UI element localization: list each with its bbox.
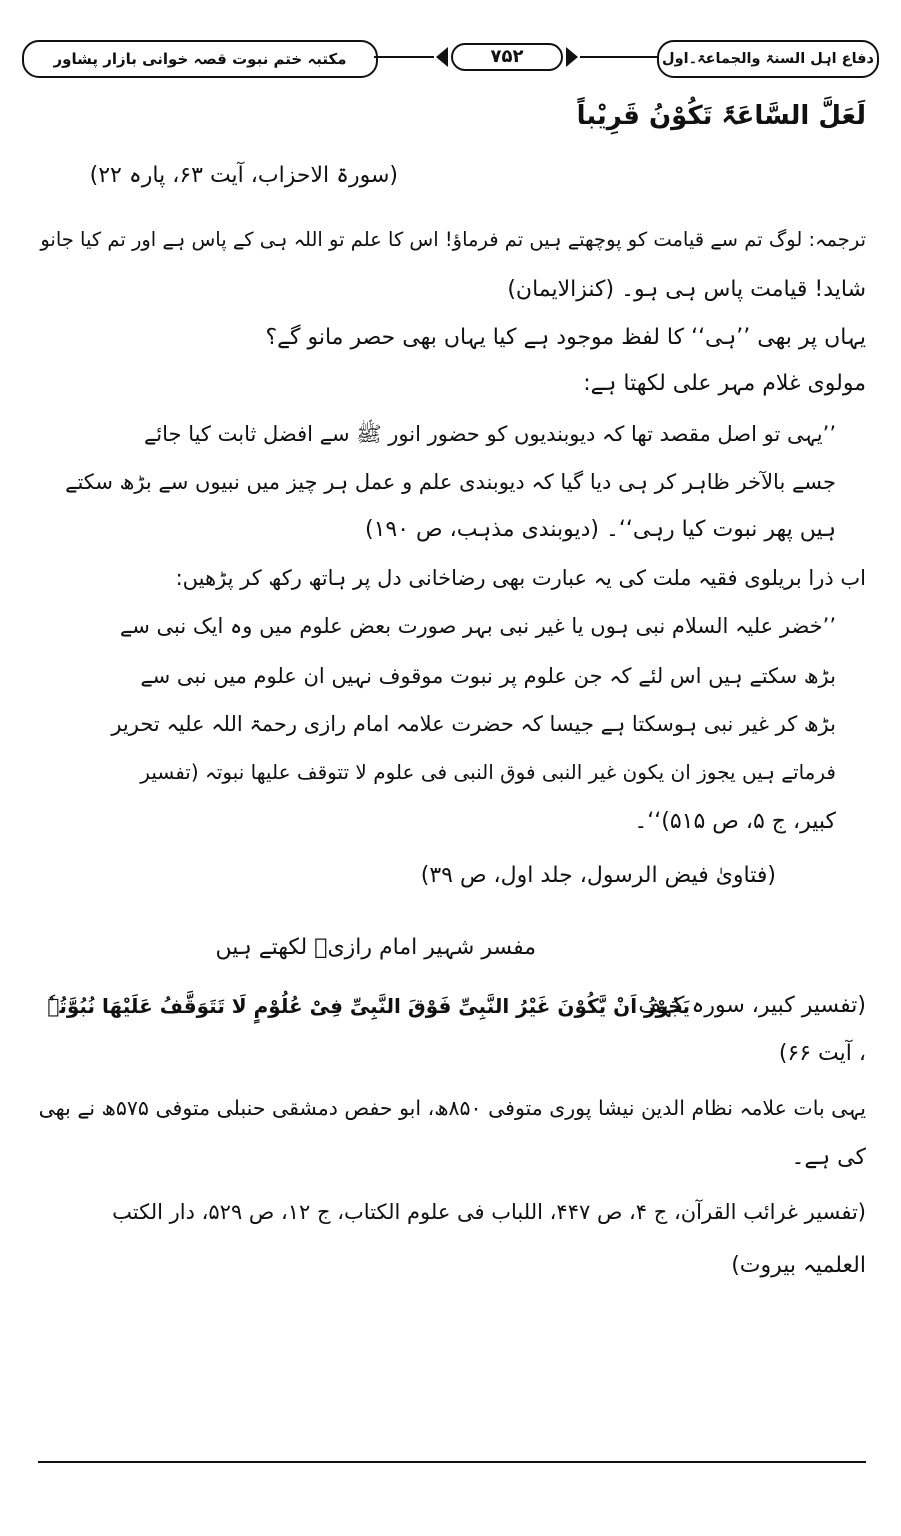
barelvi-intro: اب ذرا بریلوی فقیہ ملت کی یہ عبارت بھی رضاخانی دل پر ہاتھ رکھ کر پڑھیں: — [175, 566, 866, 590]
quote2-line-3: بڑھ کر غیر نبی ہوسکتا ہے جیسا کہ حضرت علامہ امام رازی رحمۃ اللہ علیہ تحریر — [111, 712, 836, 736]
razi-arabic-text: یَجُوْزُ اَنْ یَّکُوْنَ غَیْرُ النَّبِیِّ فَوْقَ النَّبِیِّ فِیْ عُلُوْمٍ لَا تَتَوَقَّفُ عَلَیْھَا نُبُوَّتُہٗ — [47, 994, 690, 1018]
references-line-2: العلمیہ بیروت) — [731, 1253, 866, 1278]
verse-reference: (سورۃ الاحزاب، آیت ۶۳، پارہ ۲۲) — [89, 163, 398, 188]
header-rule-left — [374, 56, 434, 58]
verse-text: لَعَلَّ السَّاعَۃَ تَکُوْنُ قَرِیْباً — [576, 101, 866, 131]
quote2-line-4: فرماتے ہیں یجوز ان یکون غیر النبی فوق النبی فی علوم لا تتوقف علیھا نبوتہ (تفسیر — [140, 760, 836, 784]
razi-reference-1: (تفسیر کبیر، سورہ کہف — [638, 993, 866, 1018]
publisher-label: مکتبہ ختم نبوت قصہ خوانی بازار پشاور — [22, 40, 378, 78]
running-header — [22, 40, 879, 78]
same-statement-line-2: کی ہے۔ — [791, 1145, 866, 1170]
header-rule-right — [580, 56, 661, 58]
razi-reference-2: ، آیت ۶۶) — [778, 1041, 866, 1066]
quote2-line-5: کبیر، ج ۵، ص ۵۱۵)‘‘۔ — [634, 809, 836, 834]
quote2-reference: (فتاویٰ فیض الرسول، جلد اول، ص ۳۹) — [420, 863, 776, 888]
footer-rule — [38, 1461, 866, 1463]
mehr-ali-intro: مولوی غلام مہر علی لکھتا ہے: — [583, 371, 866, 396]
page-number-badge — [434, 42, 580, 72]
same-statement-line-1: یہی بات علامہ نظام الدین نیشا پوری متوفی ۸۵۰ھ، ابو حفص دمشقی حنبلی متوفی ۵۷۵ھ نے بھی — [38, 1096, 866, 1120]
quote2-line-2: بڑھ سکتے ہیں اس لئے کہ جن علوم پر نبوت موقوف نہیں ان علوم میں نبی سے — [140, 664, 836, 688]
quote1-line-3: ہیں پھر نبوت کیا رہی‘‘۔ (دیوبندی مذہب، ص ۱۹۰) — [365, 517, 836, 542]
quote1-line-1: ’’یہی تو اصل مقصد تھا کہ دیوبندیوں کو حضور انور ﷺ سے افضل ثابت کیا جائے — [143, 422, 836, 446]
translation-line-2: شاید! قیامت پاس ہی ہو۔ (کنزالایمان) — [507, 277, 866, 302]
page-number: ۷۵۲ — [490, 46, 524, 67]
question-line: یہاں پر بھی ’’ہی‘‘ کا لفظ موجود ہے کیا یہاں بھی حصر مانو گے؟ — [265, 325, 866, 350]
book-title-label: دفاع اہل السنۃ والجماعۃ۔اول — [657, 40, 879, 78]
translation-line-1: ترجمہ: لوگ تم سے قیامت کو پوچھتے ہیں تم فرماؤ! اس کا علم تو اللہ ہی کے پاس ہے اور تم کیا جانو — [40, 228, 866, 251]
quote2-line-1: ’’خضر علیہ السلام نبی ہوں یا غیر نبی بہر صورت بعض علوم میں وہ ایک نبی سے — [119, 614, 836, 638]
razi-intro: مفسر شہیر امام رازیؒ لکھتے ہیں — [215, 935, 536, 960]
quote1-line-2: جسے بالآخر ظاہر کر ہی دیا گیا کہ دیوبندی علم و عمل ہر چیز میں نبیوں سے بڑھ سکتے — [65, 470, 836, 494]
references-line-1: (تفسیر غرائب القرآن، ج ۴، ص ۴۴۷، اللباب فی علوم الکتاب، ج ۱۲، ص ۵۲۹، دار الکتب — [112, 1200, 866, 1224]
